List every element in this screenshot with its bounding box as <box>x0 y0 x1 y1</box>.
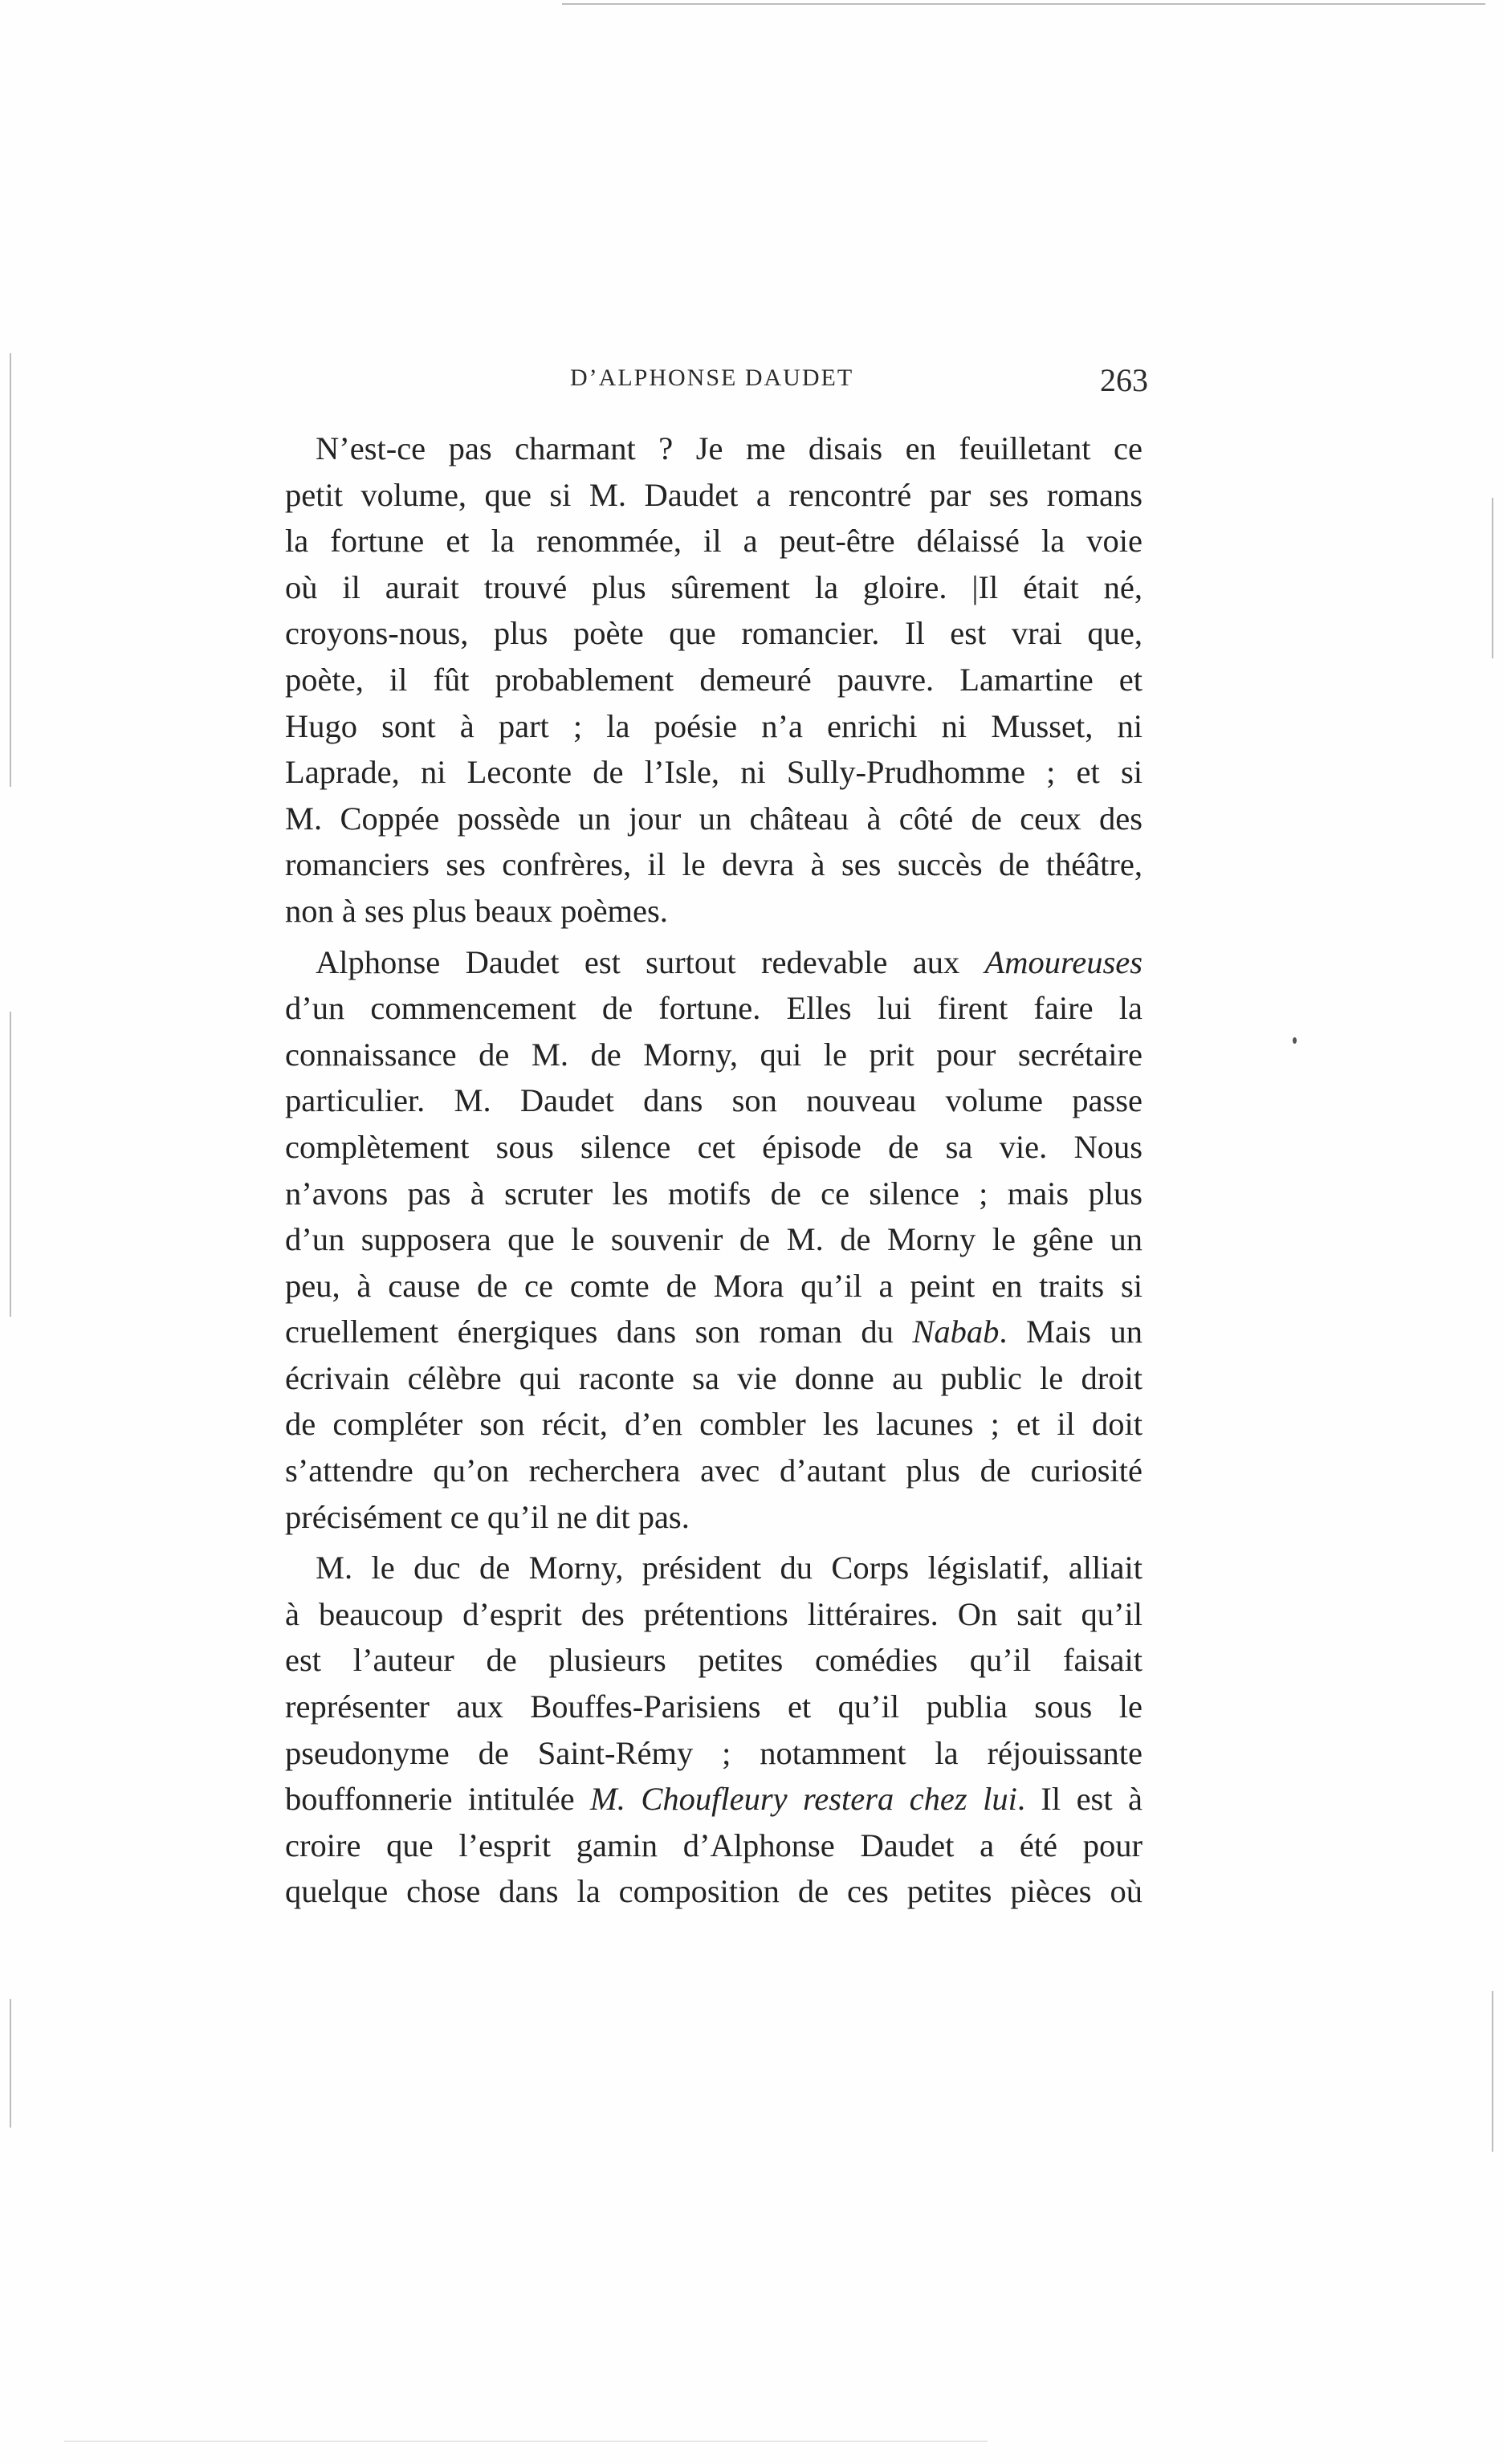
text-line: peu, à cause de ce comte de Mora qu’il a peint en traits si <box>285 1267 1143 1304</box>
text-line: Alphonse Daudet est surtout redevable aux Amoureuses <box>316 943 1143 980</box>
text-line: pseudonyme de Saint-Rémy ; notamment la réjouissante <box>285 1734 1143 1771</box>
scan-edge-left <box>10 353 11 787</box>
text-line: s’attendre qu’on recherchera avec d’autant plus de curiosité <box>285 1452 1143 1489</box>
text-line: représenter aux Bouffes-Parisiens et qu’il publia sous le <box>285 1688 1143 1725</box>
text-line: romanciers ses confrères, il le devra à ses succès de théâtre, <box>285 846 1143 883</box>
text-line: croire que l’esprit gamin d’Alphonse Daudet a été pour <box>285 1827 1143 1863</box>
text-line: est l’auteur de plusieurs petites comédies qu’il faisait <box>285 1642 1143 1679</box>
scan-edge-left-bottom <box>10 1999 11 2128</box>
scan-edge-right-lower <box>1492 1991 1493 2152</box>
page-number: 263 <box>1100 362 1148 398</box>
paragraph-1 <box>285 426 1143 935</box>
scan-edge-right <box>1492 498 1493 658</box>
text-line: particulier. M. Daudet dans son nouveau volume passe <box>285 1082 1143 1119</box>
text-line: petit volume, que si M. Daudet a rencontré par ses romans <box>285 476 1143 513</box>
text-line: de compléter son récit, d’en combler les lacunes ; et il doit <box>285 1406 1143 1443</box>
text-line: précisément ce qu’il ne dit pas. <box>285 1498 690 1535</box>
text-line: à beaucoup d’esprit des prétentions littéraires. On sait qu’il <box>285 1595 1143 1632</box>
scan-edge-left-lower <box>10 1012 11 1317</box>
body-text <box>285 426 1143 1920</box>
paragraph-3 <box>285 1545 1143 1915</box>
text-line: M. le duc de Morny, président du Corps législatif, alliait <box>316 1550 1143 1586</box>
scan-edge-top <box>562 3 1485 5</box>
text-line: n’avons pas à scruter les motifs de ce silence ; mais plus <box>285 1175 1143 1212</box>
text-line: connaissance de M. de Morny, qui le prit pour secrétaire <box>285 1036 1143 1073</box>
running-head: D’ALPHONSE DAUDET <box>570 365 854 391</box>
text-line: d’un supposera que le souvenir de M. de Morny le gêne un <box>285 1221 1143 1258</box>
text-line: complètement sous silence cet épisode de sa vie. Nous <box>285 1128 1143 1165</box>
text-line: N’est-ce pas charmant ? Je me disais en feuilletant ce <box>316 430 1143 466</box>
text-line: écrivain célèbre qui raconte sa vie donne au public le droit <box>285 1359 1143 1396</box>
text-line: M. Coppée possède un jour un château à côté de ceux des <box>285 800 1143 837</box>
text-line: quelque chose dans la composition de ces petites pièces où <box>285 1873 1143 1910</box>
text-line: croyons-nous, plus poète que romancier. Il est vrai que, <box>285 615 1143 652</box>
text-line: la fortune et la renommée, il a peut-être délaissé la voie <box>285 523 1143 560</box>
ink-speck <box>1293 1037 1297 1044</box>
text-line: Hugo sont à part ; la poésie n’a enrichi ni Musset, ni <box>285 707 1143 744</box>
scan-edge-bottom <box>64 2441 988 2442</box>
text-line: d’un commencement de fortune. Elles lui firent faire la <box>285 990 1143 1027</box>
text-line: Laprade, ni Leconte de l’Isle, ni Sully-Prudhomme ; et si <box>285 754 1143 791</box>
page-header <box>289 361 1148 409</box>
text-line: bouffonnerie intitulée M. Choufleury restera chez lui. Il est à <box>285 1781 1143 1818</box>
text-line: où il aurait trouvé plus sûrement la gloire. |Il était né, <box>285 568 1143 605</box>
text-line: cruellement énergiques dans son roman du Nabab. Mais un <box>285 1313 1143 1350</box>
text-line: poète, il fût probablement demeuré pauvre. Lamartine et <box>285 661 1143 698</box>
paragraph-2 <box>285 939 1143 1541</box>
text-line: non à ses plus beaux poèmes. <box>285 892 668 929</box>
